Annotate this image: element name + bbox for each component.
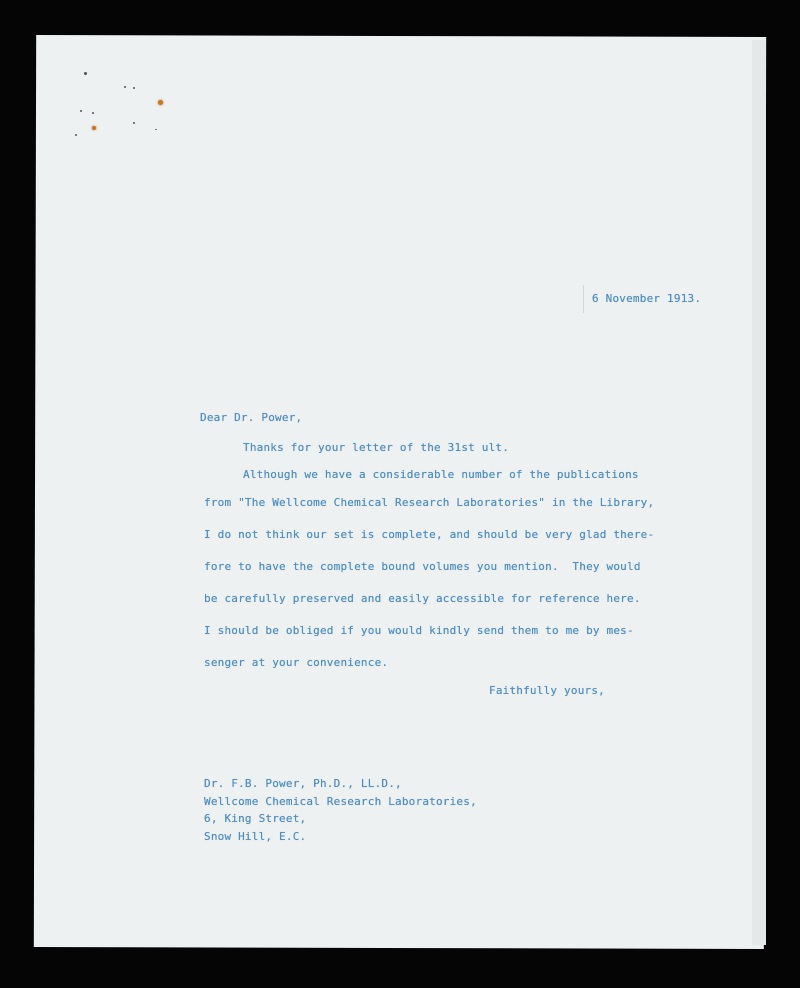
address-line: Dr. F.B. Power, Ph.D., LL.D., <box>204 777 402 790</box>
pin-mark <box>133 87 135 89</box>
body-line: I should be obliged if you would kindly send them to me by mes- <box>204 624 634 637</box>
body-line: be carefully preserved and easily accessible for reference here. <box>204 592 641 605</box>
address-line: Wellcome Chemical Research Laboratories, <box>204 795 477 808</box>
rust-spot <box>158 100 163 105</box>
body-line: I do not think our set is complete, and should be very glad there- <box>204 528 655 541</box>
body-line: from "The Wellcome Chemical Research Laboratories" in the Library, <box>204 496 655 509</box>
body-line: fore to have the complete bound volumes you mention. They would <box>204 560 641 573</box>
address-line: Snow Hill, E.C. <box>204 830 307 843</box>
pin-mark <box>133 122 135 124</box>
paper-crease <box>583 285 584 313</box>
letter-date: 6 November 1913. <box>592 292 702 305</box>
body-line: senger at your convenience. <box>204 656 389 669</box>
address-line: 6, King Street, <box>204 812 307 825</box>
pin-mark <box>92 112 94 114</box>
pin-mark <box>84 72 87 75</box>
salutation: Dear Dr. Power, <box>200 411 303 424</box>
pin-mark <box>75 134 77 136</box>
closing: Faithfully yours, <box>489 684 605 697</box>
body-line: Although we have a considerable number of the publications <box>243 468 639 481</box>
pin-mark <box>124 86 126 88</box>
rust-spot <box>92 126 96 130</box>
pin-mark <box>80 110 82 112</box>
paper-edge <box>752 40 766 945</box>
body-line: Thanks for your letter of the 31st ult. <box>243 441 510 454</box>
pin-mark <box>155 129 157 130</box>
letter-page <box>34 35 766 949</box>
